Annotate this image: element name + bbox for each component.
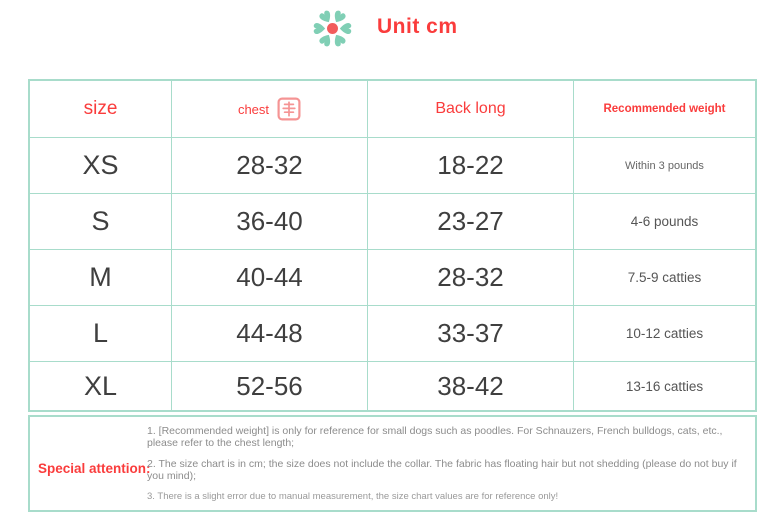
column-header-size: size: [30, 81, 172, 138]
size-cell: XL: [30, 362, 172, 410]
column-header-back-long: Back long: [368, 81, 574, 138]
weight-cell: 13-16 catties: [625, 378, 704, 394]
chest-cell: 36-40: [172, 194, 368, 250]
back-long-cell: 28-32: [368, 250, 574, 306]
chest-header-label: chest: [237, 101, 270, 117]
back-long-cell: 18-22: [368, 138, 574, 194]
chest-cell: 28-32: [172, 138, 368, 194]
special-attention-label: Special attention:: [38, 461, 151, 476]
size-cell: L: [30, 306, 172, 362]
flower-icon: [309, 5, 356, 52]
back-long-cell: 23-27: [368, 194, 574, 250]
note-item-1: 1. [Recommended weight] is only for reference for small dogs such as poodles. For Schnauzers, French bulldogs, cats, etc., please refer to the chest length;: [147, 424, 723, 450]
chest-cell: 44-48: [172, 306, 368, 362]
notes-list: [147, 417, 749, 510]
size-cell: S: [30, 194, 172, 250]
special-attention-box: [28, 415, 757, 512]
unit-title: Unit cm: [377, 15, 458, 38]
note-item-3: 3. There is a slight error due to manual measurement, the size chart values are for reference only!: [147, 490, 559, 502]
note-item-2: 2. The size chart is in cm; the size does not include the collar. The fabric has floating hair but not shedding (please do not buy if you mind);: [147, 457, 737, 483]
column-header-recommended-weight: Recommended weight: [574, 81, 755, 138]
weight-cell: 7.5-9 catties: [574, 250, 755, 306]
weight-cell: Within 3 pounds: [574, 138, 755, 194]
chest-girth-stamp-icon: [277, 97, 301, 121]
chest-cell: 40-44: [172, 250, 368, 306]
back-long-cell: 33-37: [368, 306, 574, 362]
size-cell: M: [30, 250, 172, 306]
column-header-chest: [172, 81, 368, 138]
weight-cell: 10-12 catties: [574, 306, 755, 362]
size-cell: XS: [30, 138, 172, 194]
weight-cell: 4-6 pounds: [574, 194, 755, 250]
flower-center: [327, 23, 338, 34]
size-table: [28, 79, 757, 412]
chest-cell: 52-56: [172, 362, 368, 410]
back-long-cell: 38-42: [368, 362, 574, 410]
